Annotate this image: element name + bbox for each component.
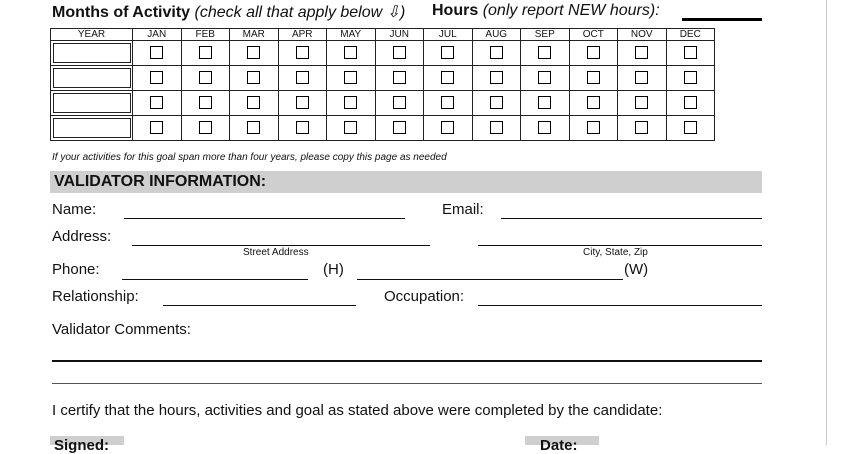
month-cell-may bbox=[327, 91, 376, 116]
month-cell-dec bbox=[666, 66, 715, 91]
certification-statement: I certify that the hours, activities and goal as stated above were completed by the candidate: bbox=[52, 402, 663, 419]
month-cell-aug bbox=[472, 91, 521, 116]
month-checkbox-jan[interactable] bbox=[150, 121, 163, 134]
month-checkbox-may[interactable] bbox=[344, 121, 357, 134]
year-input-box[interactable] bbox=[53, 68, 131, 88]
month-cell-jan bbox=[133, 116, 182, 141]
validator-comments-label: Validator Comments: bbox=[52, 321, 191, 338]
month-cell-jul bbox=[424, 91, 473, 116]
month-cell-oct bbox=[569, 91, 618, 116]
hours-instruction: only report NEW hours bbox=[488, 2, 650, 19]
month-checkbox-mar[interactable] bbox=[247, 96, 260, 109]
month-checkbox-aug[interactable] bbox=[490, 121, 503, 134]
month-cell-jul bbox=[424, 41, 473, 66]
month-checkbox-dec[interactable] bbox=[684, 96, 697, 109]
month-cell-mar bbox=[230, 66, 279, 91]
month-cell-may bbox=[327, 66, 376, 91]
month-checkbox-nov[interactable] bbox=[635, 96, 648, 109]
city-state-zip-field[interactable] bbox=[478, 245, 762, 246]
multi-year-note: If your activities for this goal span more than four years, please copy this page as needed bbox=[52, 152, 447, 163]
month-cell-jan bbox=[133, 66, 182, 91]
month-cell-oct bbox=[569, 116, 618, 141]
month-checkbox-mar[interactable] bbox=[247, 71, 260, 84]
month-checkbox-sep[interactable] bbox=[538, 71, 551, 84]
month-cell-apr bbox=[278, 66, 327, 91]
work-phone-field[interactable] bbox=[357, 279, 623, 280]
month-checkbox-nov[interactable] bbox=[635, 121, 648, 134]
month-cell-feb bbox=[181, 41, 230, 66]
month-checkbox-sep[interactable] bbox=[538, 46, 551, 59]
email-field[interactable] bbox=[501, 218, 762, 219]
year-cell bbox=[51, 41, 133, 66]
month-checkbox-sep[interactable] bbox=[538, 96, 551, 109]
year-cell bbox=[51, 116, 133, 141]
month-cell-mar bbox=[230, 91, 279, 116]
month-checkbox-oct[interactable] bbox=[587, 46, 600, 59]
month-checkbox-may[interactable] bbox=[344, 96, 357, 109]
grid-row bbox=[51, 41, 715, 66]
month-cell-sep bbox=[521, 41, 570, 66]
month-cell-jun bbox=[375, 66, 424, 91]
month-checkbox-jan[interactable] bbox=[150, 96, 163, 109]
month-checkbox-jul[interactable] bbox=[441, 121, 454, 134]
month-cell-feb bbox=[181, 91, 230, 116]
month-checkbox-may[interactable] bbox=[344, 71, 357, 84]
validator-section-bar bbox=[50, 171, 762, 193]
months-activity-grid bbox=[50, 28, 715, 141]
month-cell-apr bbox=[278, 91, 327, 116]
year-cell bbox=[51, 91, 133, 116]
date-label: Date: bbox=[540, 437, 578, 454]
work-phone-suffix: (W) bbox=[624, 261, 649, 278]
month-cell-jul bbox=[424, 116, 473, 141]
month-checkbox-sep[interactable] bbox=[538, 121, 551, 134]
month-checkbox-dec[interactable] bbox=[684, 121, 697, 134]
comments-line-1[interactable] bbox=[52, 360, 762, 362]
month-cell-sep bbox=[521, 116, 570, 141]
month-checkbox-feb[interactable] bbox=[199, 121, 212, 134]
grid-header-row bbox=[51, 29, 715, 41]
month-cell-sep bbox=[521, 91, 570, 116]
month-header-may: MAY bbox=[327, 29, 376, 41]
month-header-oct: OCT bbox=[569, 29, 618, 41]
month-cell-mar bbox=[230, 41, 279, 66]
grid-row bbox=[51, 66, 715, 91]
month-cell-nov bbox=[618, 41, 667, 66]
relationship-label: Relationship: bbox=[52, 288, 139, 305]
month-cell-oct bbox=[569, 66, 618, 91]
year-input-box[interactable] bbox=[53, 43, 131, 63]
month-checkbox-jun[interactable] bbox=[393, 71, 406, 84]
month-checkbox-aug[interactable] bbox=[490, 71, 503, 84]
month-checkbox-nov[interactable] bbox=[635, 71, 648, 84]
month-cell-nov bbox=[618, 66, 667, 91]
month-cell-dec bbox=[666, 91, 715, 116]
comments-line-2[interactable] bbox=[52, 383, 762, 384]
month-cell-aug bbox=[472, 41, 521, 66]
month-header-apr: APR bbox=[278, 29, 327, 41]
email-label: Email: bbox=[442, 201, 484, 218]
hours-entry-line[interactable] bbox=[682, 18, 762, 21]
months-instruction: check all that apply below bbox=[199, 4, 383, 21]
month-header-jun: JUN bbox=[375, 29, 424, 41]
month-cell-dec bbox=[666, 116, 715, 141]
month-header-aug: AUG bbox=[472, 29, 521, 41]
month-cell-jun bbox=[375, 41, 424, 66]
year-input-box[interactable] bbox=[53, 118, 131, 138]
occupation-label: Occupation: bbox=[384, 288, 465, 305]
month-cell-nov bbox=[618, 116, 667, 141]
date-field-bar[interactable] bbox=[525, 436, 599, 454]
month-cell-aug bbox=[472, 116, 521, 141]
month-checkbox-oct[interactable] bbox=[587, 96, 600, 109]
month-checkbox-feb[interactable] bbox=[199, 96, 212, 109]
city-state-zip-caption: City, State, Zip bbox=[583, 247, 648, 258]
months-of-activity-heading bbox=[52, 2, 405, 22]
month-header-jan: JAN bbox=[133, 29, 182, 41]
month-cell-feb bbox=[181, 66, 230, 91]
month-cell-jan bbox=[133, 41, 182, 66]
month-checkbox-may[interactable] bbox=[344, 46, 357, 59]
hours-paren-close: ): bbox=[649, 2, 660, 19]
month-cell-feb bbox=[181, 116, 230, 141]
months-title: Months of Activity bbox=[52, 4, 191, 21]
month-checkbox-jan[interactable] bbox=[150, 71, 163, 84]
month-checkbox-aug[interactable] bbox=[490, 96, 503, 109]
month-checkbox-feb[interactable] bbox=[199, 46, 212, 59]
name-field[interactable] bbox=[124, 218, 405, 219]
month-cell-jun bbox=[375, 91, 424, 116]
phone-label: Phone: bbox=[52, 261, 100, 278]
month-checkbox-oct[interactable] bbox=[587, 121, 600, 134]
month-checkbox-jul[interactable] bbox=[441, 96, 454, 109]
month-header-dec: DEC bbox=[666, 29, 715, 41]
month-cell-mar bbox=[230, 116, 279, 141]
month-checkbox-aug[interactable] bbox=[490, 46, 503, 59]
month-header-feb: FEB bbox=[181, 29, 230, 41]
month-checkbox-mar[interactable] bbox=[247, 46, 260, 59]
month-checkbox-apr[interactable] bbox=[296, 71, 309, 84]
month-cell-apr bbox=[278, 116, 327, 141]
street-address-caption: Street Address bbox=[243, 247, 309, 258]
month-checkbox-mar[interactable] bbox=[247, 121, 260, 134]
year-cell bbox=[51, 66, 133, 91]
month-cell-dec bbox=[666, 41, 715, 66]
month-checkbox-apr[interactable] bbox=[296, 46, 309, 59]
month-checkbox-dec[interactable] bbox=[684, 46, 697, 59]
month-checkbox-jun[interactable] bbox=[393, 96, 406, 109]
hours-title: Hours bbox=[432, 2, 479, 19]
month-checkbox-feb[interactable] bbox=[199, 71, 212, 84]
month-cell-may bbox=[327, 41, 376, 66]
month-checkbox-nov[interactable] bbox=[635, 46, 648, 59]
month-checkbox-jul[interactable] bbox=[441, 71, 454, 84]
month-checkbox-apr[interactable] bbox=[296, 121, 309, 134]
page-edge-divider bbox=[826, 0, 827, 445]
grid-row bbox=[51, 91, 715, 116]
month-header-sep: SEP bbox=[521, 29, 570, 41]
name-label: Name: bbox=[52, 201, 97, 218]
signed-label: Signed: bbox=[54, 437, 109, 454]
validator-heading: VALIDATOR INFORMATION: bbox=[54, 173, 267, 190]
month-header-jul: JUL bbox=[424, 29, 473, 41]
month-checkbox-jan[interactable] bbox=[150, 46, 163, 59]
home-phone-field[interactable] bbox=[122, 279, 308, 280]
month-checkbox-jul[interactable] bbox=[441, 46, 454, 59]
hours-paren-open: ( bbox=[482, 2, 489, 19]
month-cell-aug bbox=[472, 66, 521, 91]
month-checkbox-oct[interactable] bbox=[587, 71, 600, 84]
relationship-field[interactable] bbox=[163, 305, 356, 306]
month-cell-sep bbox=[521, 66, 570, 91]
month-cell-may bbox=[327, 116, 376, 141]
month-header-nov: NOV bbox=[618, 29, 667, 41]
month-checkbox-jun[interactable] bbox=[393, 46, 406, 59]
down-arrow-icon: ⇩ bbox=[386, 4, 401, 21]
month-checkbox-apr[interactable] bbox=[296, 96, 309, 109]
hours-heading bbox=[432, 2, 660, 20]
month-cell-apr bbox=[278, 41, 327, 66]
month-cell-jan bbox=[133, 91, 182, 116]
month-cell-oct bbox=[569, 41, 618, 66]
month-header-mar: MAR bbox=[230, 29, 279, 41]
month-cell-jul bbox=[424, 66, 473, 91]
month-checkbox-jun[interactable] bbox=[393, 121, 406, 134]
grid-row bbox=[51, 116, 715, 141]
months-paren-open: ( bbox=[194, 4, 200, 21]
year-column-header: YEAR bbox=[51, 29, 133, 41]
month-cell-nov bbox=[618, 91, 667, 116]
home-phone-suffix: (H) bbox=[323, 261, 344, 278]
address-label: Address: bbox=[52, 228, 112, 245]
months-paren-close: ) bbox=[400, 4, 406, 21]
occupation-field[interactable] bbox=[478, 305, 762, 306]
signed-field-bar[interactable] bbox=[50, 436, 124, 454]
month-checkbox-dec[interactable] bbox=[684, 71, 697, 84]
month-cell-jun bbox=[375, 116, 424, 141]
street-address-field[interactable] bbox=[132, 245, 430, 246]
year-input-box[interactable] bbox=[53, 93, 131, 113]
